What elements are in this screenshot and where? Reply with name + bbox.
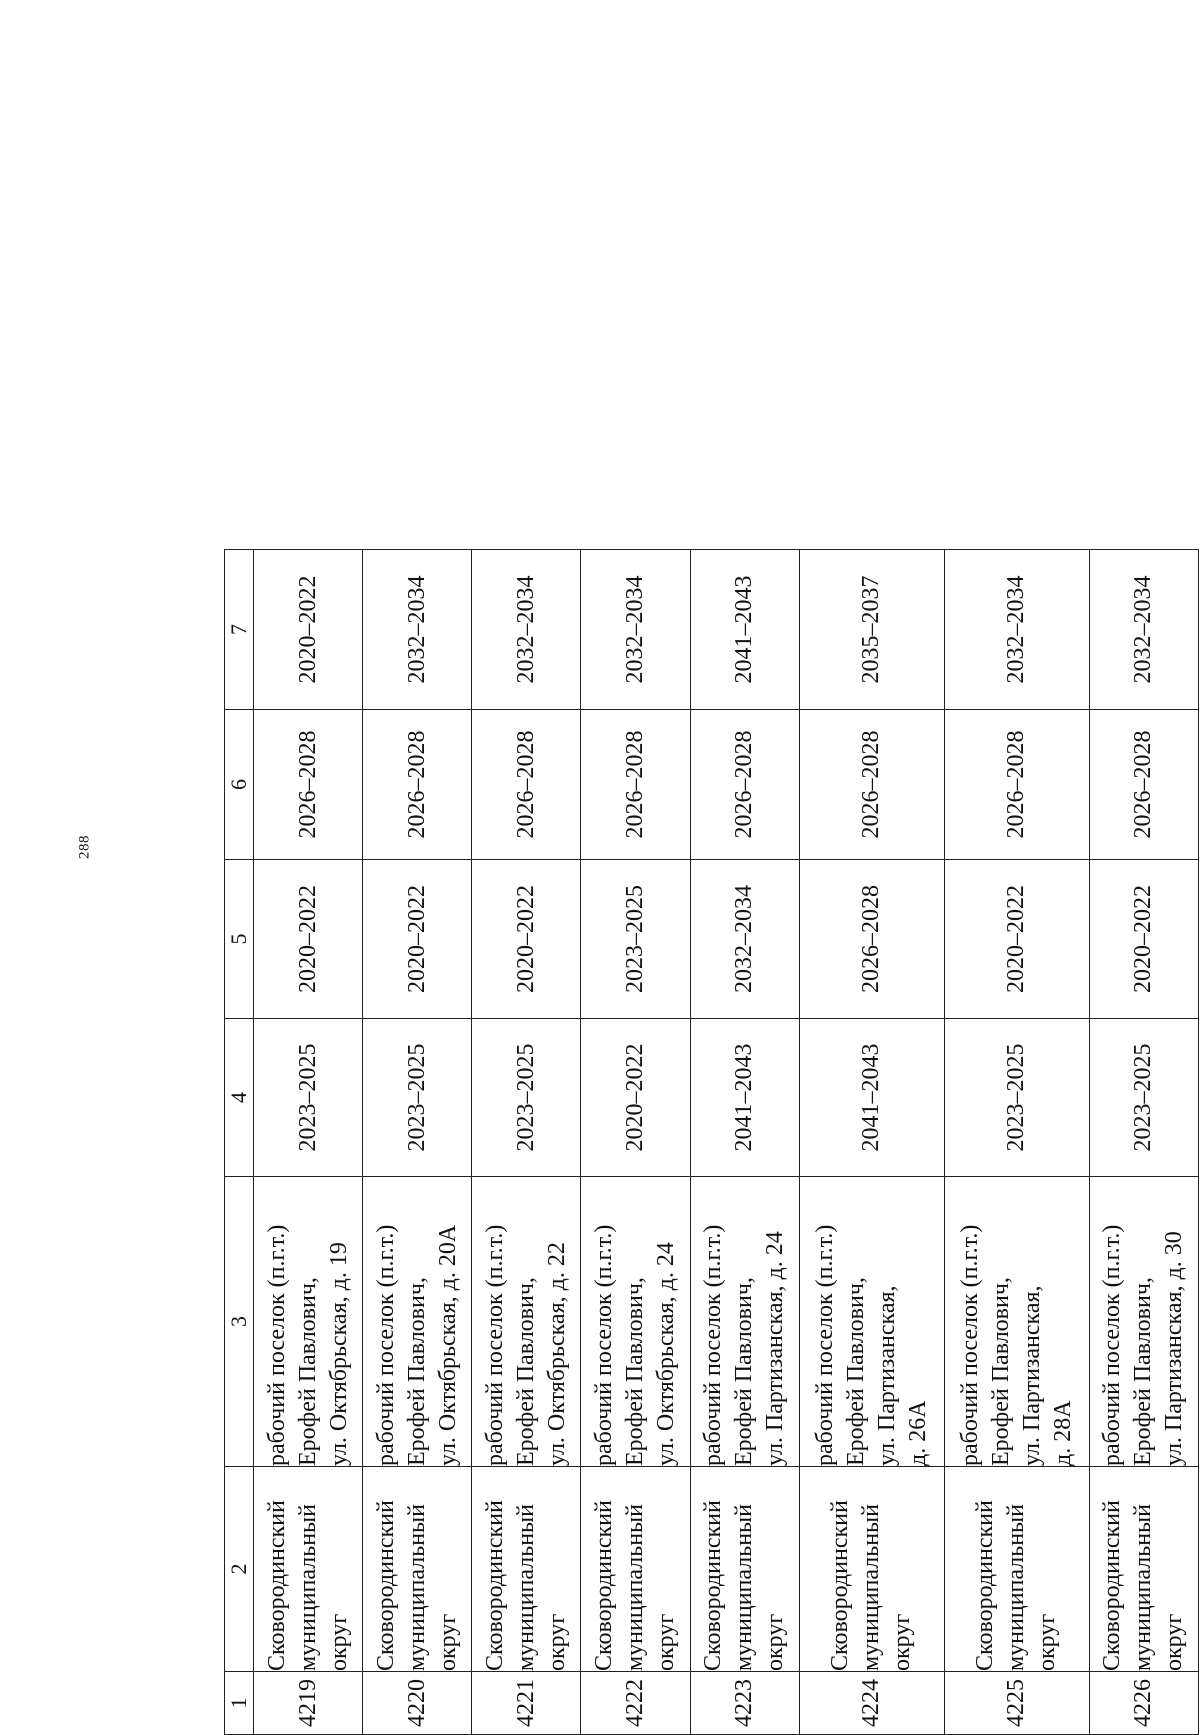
municipality-line: муниципальный xyxy=(403,1503,430,1671)
table-row xyxy=(799,550,944,1735)
row-number-cell: 4224 xyxy=(799,1672,944,1735)
column-header: 6 xyxy=(225,710,254,860)
address-line: Ерофей Павлович, xyxy=(731,1277,758,1466)
address-line: рабочий поселок (п.г.т.) xyxy=(481,1224,508,1466)
table-row xyxy=(944,550,1089,1735)
address-cell xyxy=(363,1177,472,1467)
row-number-cell: 4222 xyxy=(581,1672,690,1735)
col7-period-cell: 2032–2034 xyxy=(472,550,581,710)
municipality-line: округ xyxy=(434,1613,461,1671)
municipality-line: Сковородинский xyxy=(827,1500,854,1671)
address-line: Ерофей Павлович, xyxy=(403,1277,430,1466)
row-number-cell: 4221 xyxy=(472,1672,581,1735)
column-header: 1 xyxy=(225,1672,254,1735)
municipality-line: округ xyxy=(1161,1613,1188,1671)
col7-period-cell: 2035–2037 xyxy=(799,550,944,710)
address-cell xyxy=(1089,1177,1198,1467)
row-number-cell: 4220 xyxy=(363,1672,472,1735)
address-line: Ерофей Павлович, xyxy=(294,1277,321,1466)
address-line: д. 28А xyxy=(1049,1400,1076,1466)
municipality-cell xyxy=(254,1467,363,1672)
table-row xyxy=(254,550,363,1735)
col5-period-cell: 2020–2022 xyxy=(363,860,472,1019)
address-line: рабочий поселок (п.г.т.) xyxy=(372,1224,399,1466)
address-line: Ерофей Павлович, xyxy=(621,1277,648,1466)
col4-period-cell: 2023–2025 xyxy=(944,1019,1089,1177)
table-row xyxy=(690,550,799,1735)
col4-period-cell: 2023–2025 xyxy=(363,1019,472,1177)
col6-period-cell: 2026–2028 xyxy=(363,710,472,860)
table-row xyxy=(1089,550,1198,1735)
address-cell xyxy=(472,1177,581,1467)
address-line: Ерофей Павлович, xyxy=(842,1277,869,1466)
column-header: 4 xyxy=(225,1019,254,1177)
column-header: 5 xyxy=(225,860,254,1019)
page-number: 288 xyxy=(76,835,93,859)
column-header: 7 xyxy=(225,550,254,710)
municipality-line: округ xyxy=(652,1613,679,1671)
address-line: ул. Партизанская, xyxy=(873,1285,900,1466)
row-number-cell: 4223 xyxy=(690,1672,799,1735)
col7-period-cell: 2020–2022 xyxy=(254,550,363,710)
address-line: Ерофей Павлович, xyxy=(1130,1277,1157,1466)
col4-period-cell: 2041–2043 xyxy=(690,1019,799,1177)
col5-period-cell: 2020–2022 xyxy=(254,860,363,1019)
municipality-line: округ xyxy=(325,1613,352,1671)
address-line: ул. Октябрьская, д. 20А xyxy=(434,1224,461,1466)
municipality-cell xyxy=(1089,1467,1198,1672)
col7-period-cell: 2032–2034 xyxy=(1089,550,1198,710)
col4-period-cell: 2023–2025 xyxy=(1089,1019,1198,1177)
address-line: рабочий поселок (п.г.т.) xyxy=(590,1224,617,1466)
municipality-line: муниципальный xyxy=(512,1503,539,1671)
col5-period-cell: 2020–2022 xyxy=(944,860,1089,1019)
municipality-line: Сковородинский xyxy=(972,1500,999,1671)
address-cell xyxy=(254,1177,363,1467)
municipality-line: Сковородинский xyxy=(481,1500,508,1671)
col4-period-cell: 2020–2022 xyxy=(581,1019,690,1177)
table-row xyxy=(472,550,581,1735)
municipality-cell xyxy=(944,1467,1089,1672)
col4-period-cell: 2041–2043 xyxy=(799,1019,944,1177)
address-line: ул. Партизанская, д. 30 xyxy=(1161,1231,1188,1466)
address-line: рабочий поселок (п.г.т.) xyxy=(700,1224,727,1466)
municipality-cell xyxy=(472,1467,581,1672)
col7-period-cell: 2032–2034 xyxy=(581,550,690,710)
col5-period-cell: 2020–2022 xyxy=(472,860,581,1019)
col6-period-cell: 2026–2028 xyxy=(944,710,1089,860)
address-cell xyxy=(581,1177,690,1467)
col4-period-cell: 2023–2025 xyxy=(472,1019,581,1177)
address-line: рабочий поселок (п.г.т.) xyxy=(956,1224,983,1466)
address-line: Ерофей Павлович, xyxy=(512,1277,539,1466)
address-line: ул. Партизанская, д. 24 xyxy=(762,1231,789,1466)
table-row xyxy=(363,550,472,1735)
address-line: рабочий поселок (п.г.т.) xyxy=(1099,1224,1126,1466)
municipality-line: округ xyxy=(889,1613,916,1671)
municipality-line: муниципальный xyxy=(294,1503,321,1671)
col4-period-cell: 2023–2025 xyxy=(254,1019,363,1177)
col6-period-cell: 2026–2028 xyxy=(254,710,363,860)
col6-period-cell: 2026–2028 xyxy=(690,710,799,860)
col5-period-cell: 2023–2025 xyxy=(581,860,690,1019)
column-header: 2 xyxy=(225,1467,254,1672)
col6-period-cell: 2026–2028 xyxy=(581,710,690,860)
column-header: 3 xyxy=(225,1177,254,1467)
municipality-line: Сковородинский xyxy=(372,1500,399,1671)
col6-period-cell: 2026–2028 xyxy=(472,710,581,860)
address-cell xyxy=(690,1177,799,1467)
col6-period-cell: 2026–2028 xyxy=(1089,710,1198,860)
municipality-line: Сковородинский xyxy=(263,1500,290,1671)
address-line: ул. Октябрьская, д. 22 xyxy=(543,1242,570,1466)
col7-period-cell: 2032–2034 xyxy=(944,550,1089,710)
col5-period-cell: 2032–2034 xyxy=(690,860,799,1019)
register-table-frame xyxy=(224,550,1199,1735)
col7-period-cell: 2032–2034 xyxy=(363,550,472,710)
row-number-cell: 4226 xyxy=(1089,1672,1198,1735)
municipality-cell xyxy=(690,1467,799,1672)
address-line: ул. Партизанская, xyxy=(1018,1285,1045,1466)
municipality-line: муниципальный xyxy=(1130,1503,1157,1671)
address-line: ул. Октябрьская, д. 24 xyxy=(652,1242,679,1466)
municipality-cell xyxy=(799,1467,944,1672)
row-number-cell: 4219 xyxy=(254,1672,363,1735)
municipality-line: Сковородинский xyxy=(590,1500,617,1671)
table-row xyxy=(581,550,690,1735)
municipality-line: муниципальный xyxy=(731,1503,758,1671)
col7-period-cell: 2041–2043 xyxy=(690,550,799,710)
municipality-line: округ xyxy=(543,1613,570,1671)
municipality-line: муниципальный xyxy=(1003,1503,1030,1671)
municipality-line: муниципальный xyxy=(858,1503,885,1671)
register-table xyxy=(224,549,1199,1735)
address-line: д. 26А xyxy=(904,1400,931,1466)
address-line: ул. Октябрьская, д. 19 xyxy=(325,1242,352,1466)
column-header-row xyxy=(225,550,254,1735)
address-line: рабочий поселок (п.г.т.) xyxy=(263,1224,290,1466)
municipality-line: муниципальный xyxy=(621,1503,648,1671)
col5-period-cell: 2026–2028 xyxy=(799,860,944,1019)
municipality-line: округ xyxy=(762,1613,789,1671)
municipality-line: округ xyxy=(1034,1613,1061,1671)
col5-period-cell: 2020–2022 xyxy=(1089,860,1198,1019)
address-line: Ерофей Павлович, xyxy=(987,1277,1014,1466)
row-number-cell: 4225 xyxy=(944,1672,1089,1735)
address-cell xyxy=(944,1177,1089,1467)
col6-period-cell: 2026–2028 xyxy=(799,710,944,860)
municipality-cell xyxy=(581,1467,690,1672)
address-cell xyxy=(799,1177,944,1467)
address-line: рабочий поселок (п.г.т.) xyxy=(811,1224,838,1466)
municipality-cell xyxy=(363,1467,472,1672)
municipality-line: Сковородинский xyxy=(700,1500,727,1671)
municipality-line: Сковородинский xyxy=(1099,1500,1126,1671)
